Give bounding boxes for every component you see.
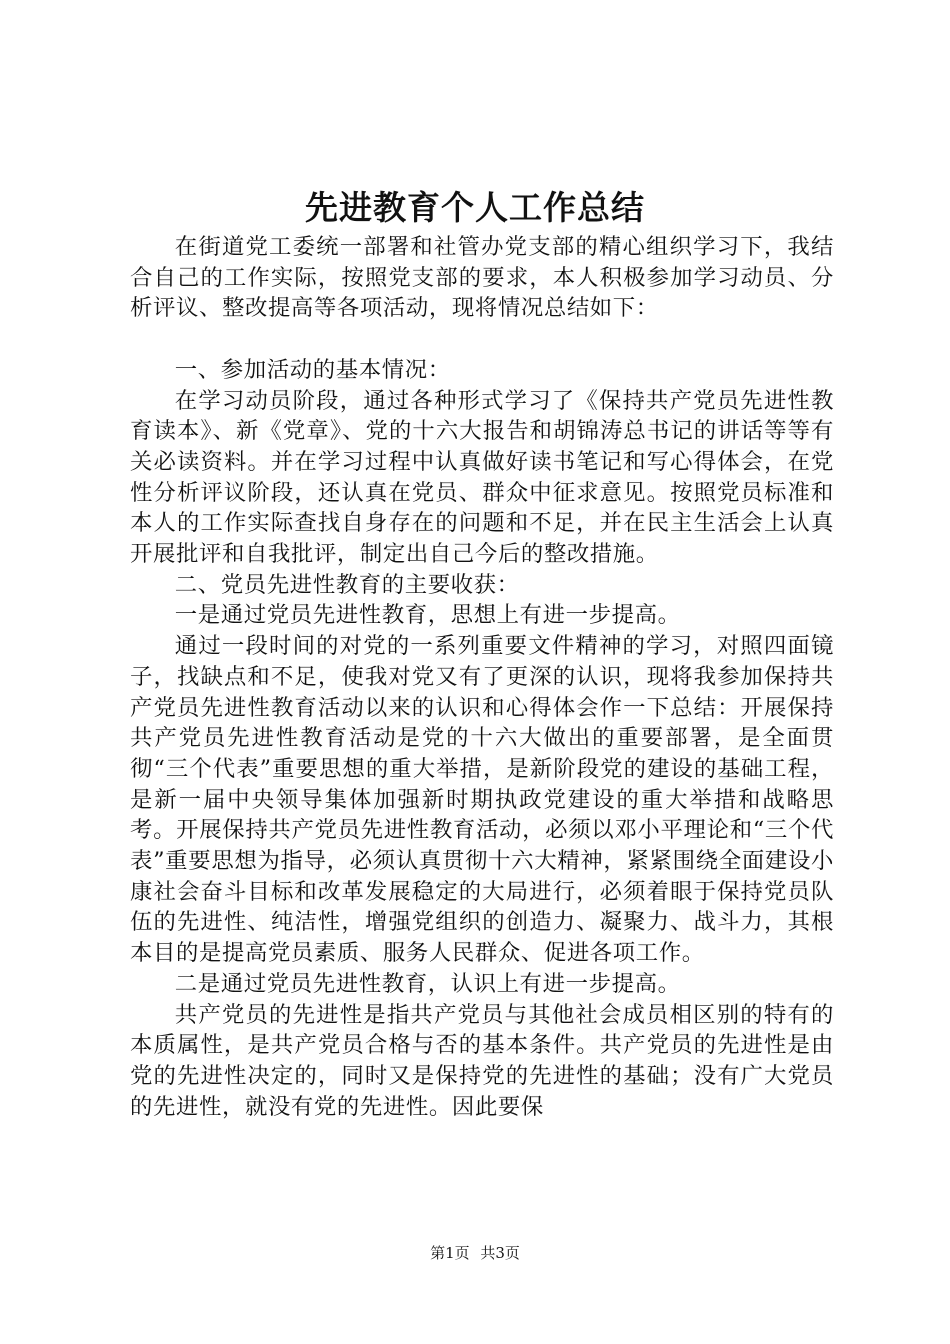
section-heading-main-gains: 二、党员先进性教育的主要收获： <box>174 571 520 598</box>
page-number-footer: 第1页 共3页 <box>430 1244 520 1262</box>
document-body <box>130 232 834 1122</box>
body-paragraph: 通过一段时间的对党的一系列重要文件精神的学习，对照四面镜子，找缺点和不足，使我对党又有了更深的认识，现将我参加保持共产党员先进性教育活动以来的认识和心得体会作一下总结：开展保持共产党员先进性教育活动是党的十六大做出的重要部署，是全面贯彻“三个代表”重要思想的重大举措，是新阶段党的建设的基础工程，是新一届中央领导集体加强新时期执政党建设的重大举措和战略思考。开展保持共产党员先进性教育活动，必须以邓小平理论和“三个代表”重要思想为指导，必须认真贯彻十六大精神，紧紧围绕全面建设小康社会奋斗目标和改革发展稳定的大局进行，必须着眼于保持党员队伍的先进性、纯洁性，增强党组织的创造力、凝聚力、战斗力，其根本目的是提高党员素质、服务人民群众、促进各项工作。 <box>130 633 834 967</box>
subheading-ideological-improvement: 一是通过党员先进性教育，思想上有进一步提高。 <box>174 602 681 629</box>
body-paragraph: 在学习动员阶段，通过各种形式学习了《保持共产党员先进性教育读本》、新《党章》、党的十六大报告和胡锦涛总书记的讲话等等有关必读资料。并在学习过程中认真做好读书笔记和写心得体会，在党性分析评议阶段，还认真在党员、群众中征求意见。按照党员标准和本人的工作实际查找自身存在的问题和不足，并在民主生活会上认真开展批评和自我批评，制定出自己今后的整改措施。 <box>130 387 834 568</box>
section-heading-basic-situation: 一、参加活动的基本情况： <box>174 356 451 383</box>
intro-paragraph: 在街道党工委统一部署和社管办党支部的精心组织学习下，我结合自己的工作实际，按照党支部的要求，本人积极参加学习动员、分析评议、整改提高等各项活动，现将情况总结如下： <box>130 234 834 322</box>
subheading-understanding-improvement: 二是通过党员先进性教育，认识上有进一步提高。 <box>174 970 681 997</box>
document-title: 先进教育个人工作总结 <box>305 188 645 227</box>
body-paragraph: 共产党员的先进性是指共产党员与其他社会成员相区别的特有的本质属性，是共产党员合格与否的基本条件。共产党员的先进性是由党的先进性决定的，同时又是保持党的先进性的基础；没有广大党员的先进性，就没有党的先进性。因此要保 <box>130 1001 834 1120</box>
